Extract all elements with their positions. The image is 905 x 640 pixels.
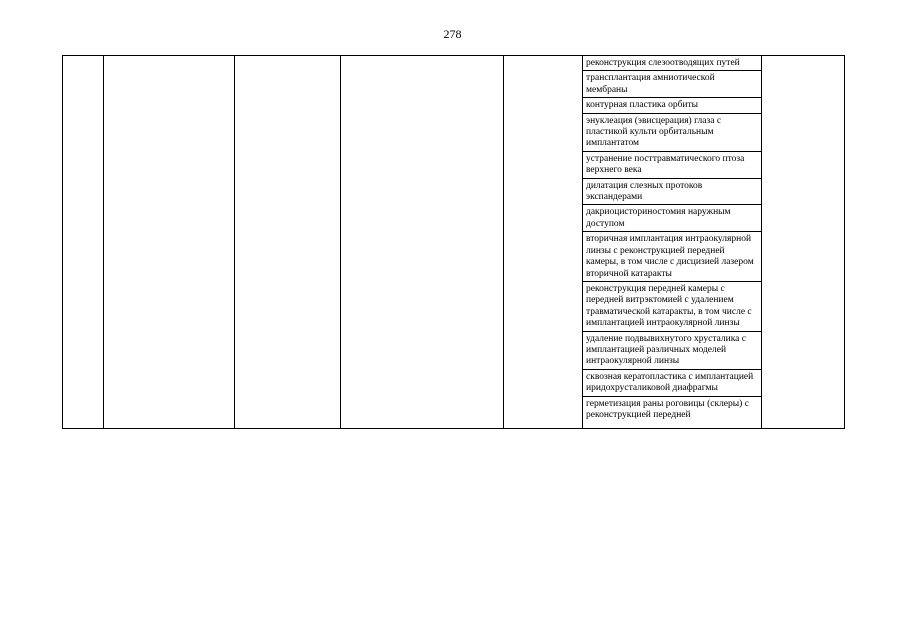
procedure-cell: устранение посттравматического птоза верхнего века <box>583 151 762 178</box>
empty-cell <box>341 56 504 429</box>
empty-cell <box>762 56 845 429</box>
procedure-cell: герметизация раны роговицы (склеры) с реконструкцией передней <box>583 396 762 428</box>
empty-cell <box>235 56 341 429</box>
empty-cell <box>104 56 235 429</box>
procedure-cell: реконструкция слезоотводящих путей <box>583 56 762 71</box>
procedures-table <box>62 55 845 429</box>
procedure-cell: сквозная кератопластика с имплантацией иридохрусталиковой диафрагмы <box>583 369 762 396</box>
procedure-cell: дилатация слезных протоков экспандерами <box>583 178 762 205</box>
procedure-cell: реконструкция передней камеры с передней витрэктомией с удалением травматической катаракты, в том числе с имплантацией интраокулярной линзы <box>583 281 762 331</box>
procedure-cell: контурная пластика орбиты <box>583 98 762 113</box>
procedure-cell: энуклеация (эвисцерация) глаза с пластикой культи орбитальным имплантатом <box>583 113 762 151</box>
table-row <box>63 56 845 71</box>
procedure-cell: вторичная имплантация интраокулярной линзы с реконструкцией передней камеры, в том числе с дисцизией лазером вторичной катаракты <box>583 232 762 282</box>
page-number: 278 <box>443 27 462 41</box>
procedure-cell: удаление подвывихнутого хрусталика с имплантацией различных моделей интраокулярной линзы <box>583 331 762 369</box>
procedure-cell: дакриоцисториностомия наружным доступом <box>583 205 762 232</box>
empty-cell <box>504 56 583 429</box>
procedure-cell: трансплантация амниотической мембраны <box>583 71 762 98</box>
empty-cell <box>63 56 104 429</box>
